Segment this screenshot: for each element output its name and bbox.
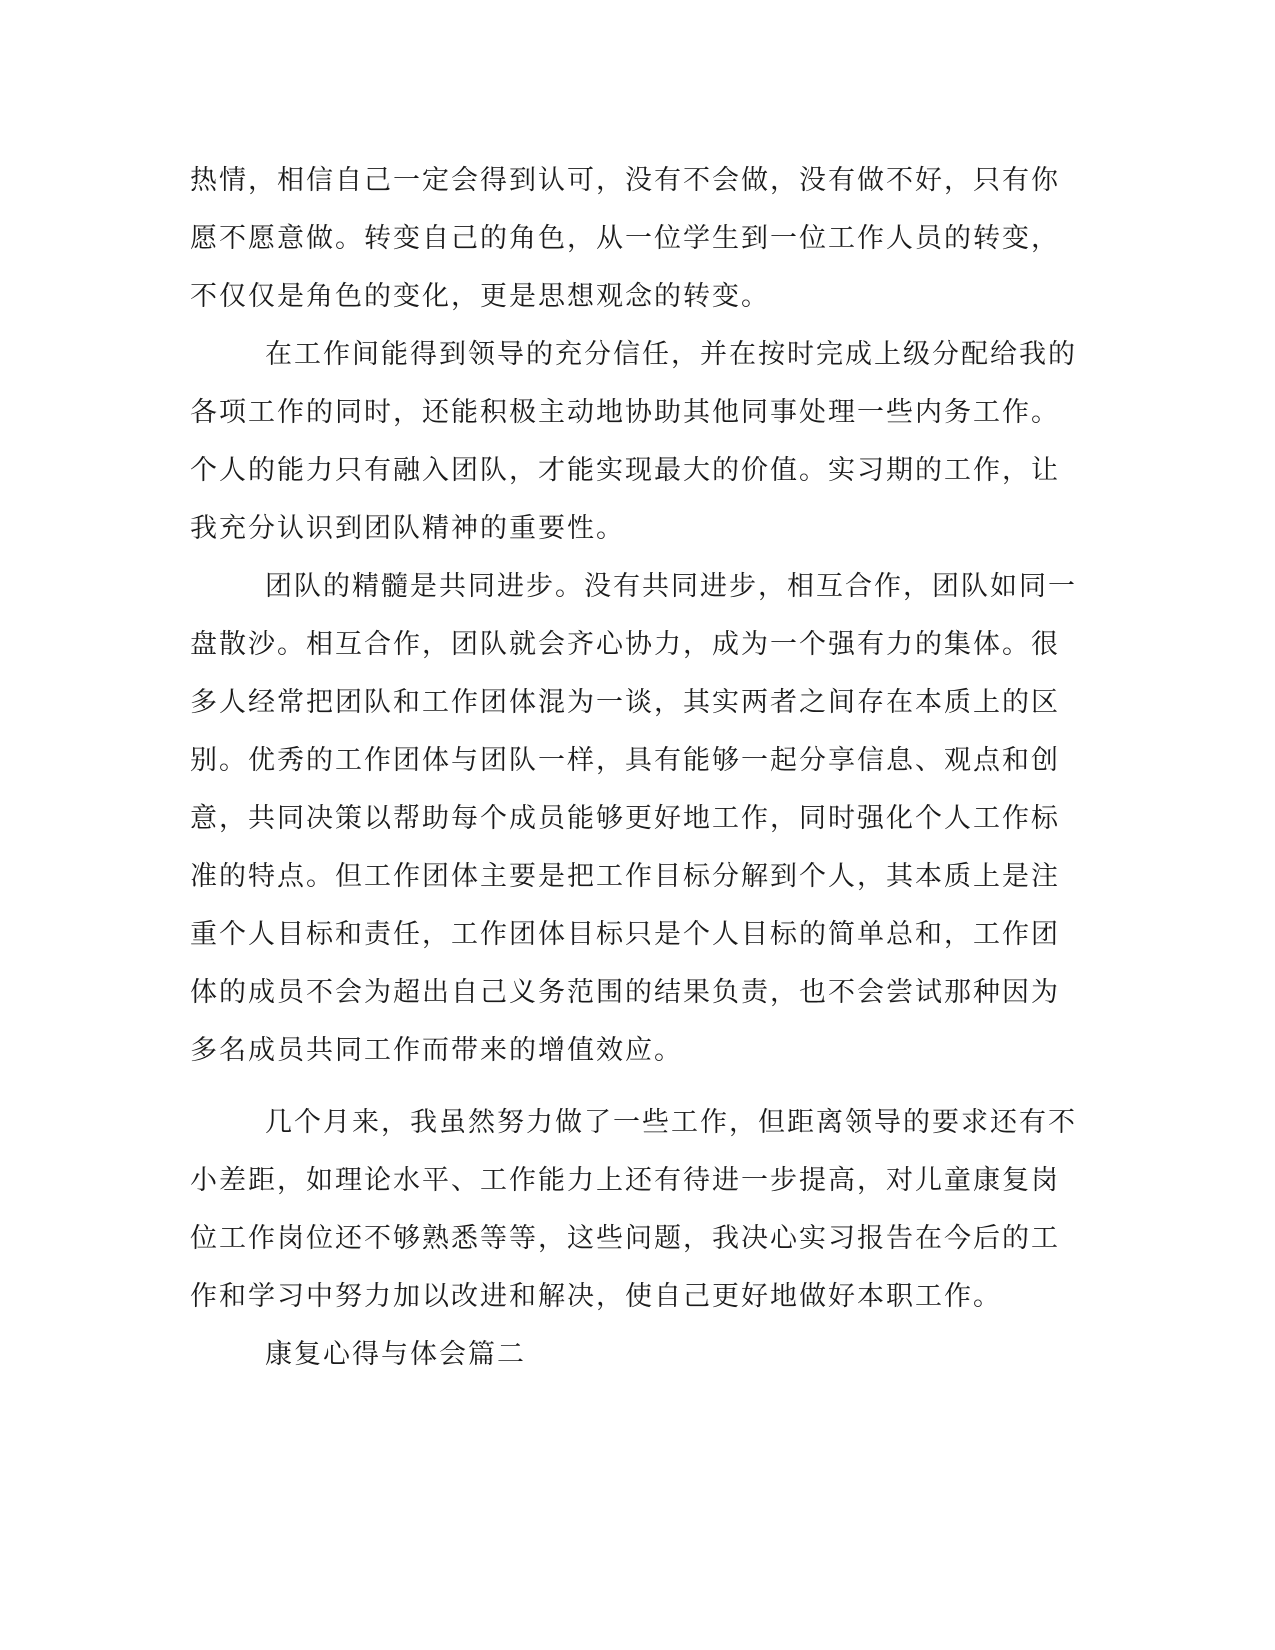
text-line: 多名成员共同工作而带来的增值效应。 [190,1035,683,1066]
text-line: 盘散沙。相互合作，团队就会齐心协力，成为一个强有力的集体。很 [190,629,1060,660]
text-line: 愿不愿意做。转变自己的角色，从一位学生到一位工作人员的转变， [190,223,1060,254]
section-heading: 康复心得与体会篇二 [265,1339,526,1370]
text-line: 个人的能力只有融入团队，才能实现最大的价值。实习期的工作，让 [190,455,1060,486]
text-line: 多人经常把团队和工作团体混为一谈，其实两者之间存在本质上的区 [190,687,1060,718]
text-line: 准的特点。但工作团体主要是把工作目标分解到个人，其本质上是注 [190,861,1060,892]
text-line: 重个人目标和责任，工作团体目标只是个人目标的简单总和，工作团 [190,919,1060,950]
text-line: 我充分认识到团队精神的重要性。 [190,513,625,544]
text-line: 体的成员不会为超出自己义务范围的结果负责，也不会尝试那种因为 [190,977,1060,1008]
text-line: 意，共同决策以帮助每个成员能够更好地工作，同时强化个人工作标 [190,803,1060,834]
paragraph-first-line: 团队的精髓是共同进步。没有共同进步，相互合作，团队如同一 [265,571,1077,602]
paragraph-first-line: 几个月来，我虽然努力做了一些工作，但距离领导的要求还有不 [265,1107,1077,1138]
paragraph-first-line: 在工作间能得到领导的充分信任，并在按时完成上级分配给我的 [265,339,1077,370]
text-line: 位工作岗位还不够熟悉等等，这些问题，我决心实习报告在今后的工 [190,1223,1060,1254]
text-line: 各项工作的同时，还能积极主动地协助其他同事处理一些内务工作。 [190,397,1060,428]
text-line: 热情，相信自己一定会得到认可，没有不会做，没有做不好，只有你 [190,165,1060,196]
text-line: 作和学习中努力加以改进和解决，使自己更好地做好本职工作。 [190,1281,1002,1312]
text-line: 别。优秀的工作团体与团队一样，具有能够一起分享信息、观点和创 [190,745,1060,776]
text-line: 不仅仅是角色的变化，更是思想观念的转变。 [190,281,770,312]
text-line: 小差距，如理论水平、工作能力上还有待进一步提高，对儿童康复岗 [190,1165,1060,1196]
